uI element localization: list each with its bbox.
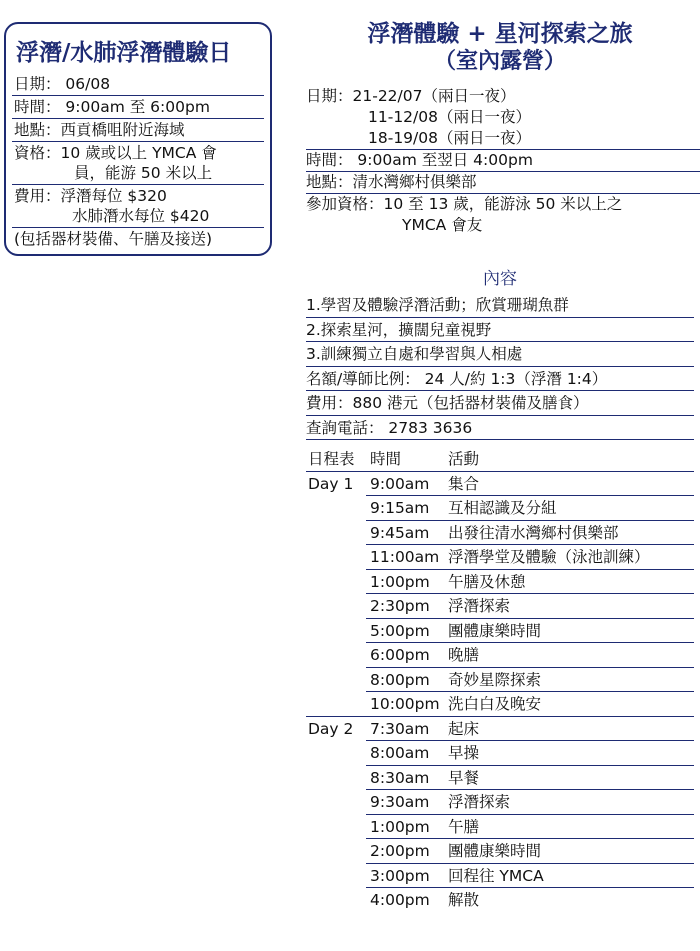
schedule-row [306, 692, 694, 717]
content-list [306, 293, 694, 440]
schedule-time: 9:45am [370, 523, 430, 542]
schedule-time: 5:00pm [370, 621, 430, 640]
left-row-time: 時間： 9:00am 至 6:00pm [12, 96, 264, 119]
content-item: 費用：880 港元（包括器材裝備及膳食） [306, 391, 694, 416]
schedule-activity: 浮潛探索 [448, 597, 511, 615]
schedule-time: 2:30pm [370, 597, 430, 615]
schedule-row [306, 545, 694, 570]
schedule-row [306, 496, 694, 521]
schedule-activity: 解散 [448, 891, 480, 909]
camp-subtitle: （室內露營） [433, 49, 566, 74]
schedule-header [306, 447, 694, 472]
schedule-row [306, 521, 694, 546]
schedule-header-activity: 活動 [448, 450, 480, 468]
schedule-activity: 回程往 YMCA [448, 866, 544, 885]
schedule-activity: 團體康樂時間 [448, 621, 542, 640]
camp-title: 浮潛體驗 + 星河探索之旅 [367, 21, 633, 47]
schedule-time: 3:00pm [370, 866, 430, 885]
schedule-activity: 洗白白及晚安 [448, 695, 542, 713]
camp-place-line: 地點：清水灣鄉村俱樂部 [306, 172, 700, 194]
schedule-time: 1:00pm [370, 817, 430, 836]
schedule-row [306, 717, 694, 742]
schedule-time: 8:00am [370, 744, 430, 762]
content-item: 名額/導師比例： 24 人/約 1:3（浮潛 1:4） [306, 367, 694, 392]
schedule-row [306, 643, 694, 668]
schedule-row [306, 594, 694, 619]
camp-date-line: 日期：21-22/07（兩日一夜） [306, 87, 516, 105]
schedule-activity: 浮潛學堂及體驗（泳池訓練） [448, 548, 650, 566]
left-row-place: 地點：西貢橋咀附近海域 [12, 119, 264, 142]
schedule-time: 9:15am [370, 499, 430, 517]
schedule-row [306, 790, 694, 815]
camp-time-line: 時間： 9:00am 至翌日 4:00pm [306, 150, 700, 172]
schedule-activity: 團體康樂時間 [448, 842, 542, 860]
schedule-row [306, 766, 694, 791]
schedule-row [306, 472, 694, 497]
schedule-time: 2:00pm [370, 842, 430, 860]
schedule-activity: 浮潛探索 [448, 793, 511, 811]
schedule-activity: 互相認識及分組 [448, 499, 557, 517]
schedule-time: 9:30am [370, 793, 430, 811]
schedule-activity: 出發往清水灣鄉村俱樂部 [448, 523, 619, 542]
content-item: 3.訓練獨立自處和學習與人相處 [306, 342, 694, 367]
schedule-time: 4:00pm [370, 891, 430, 909]
schedule-table [306, 447, 694, 913]
schedule-row [306, 888, 694, 913]
left-row-eligibility: 資格：10 歲或以上 YMCA 會 員，能游 50 米以上 [12, 142, 264, 185]
camp-date-line: 11-12/08（兩日一夜） [368, 108, 531, 126]
camp-requirement-line: YMCA 會友 [402, 216, 483, 234]
schedule-header-time: 時間 [370, 450, 402, 468]
schedule-activity: 早餐 [448, 768, 480, 787]
schedule-activity: 午膳 [448, 817, 480, 836]
schedule-time: 6:00pm [370, 646, 430, 664]
schedule-rows [306, 472, 694, 913]
left-row-includes: (包括器材裝備、午膳及接送) [14, 230, 213, 248]
camp-date-line: 18-19/08（兩日一夜） [306, 128, 700, 150]
schedule-row [306, 570, 694, 595]
content-item: 2.探索星河，擴闊兒童視野 [306, 318, 694, 343]
schedule-row [306, 668, 694, 693]
content-item: 查詢電話： 2783 3636 [306, 416, 694, 441]
schedule-time: 11:00am [370, 548, 440, 566]
schedule-activity: 午膳及休憩 [448, 572, 526, 591]
schedule-time: 10:00pm [370, 695, 440, 713]
left-row-fee: 費用：浮潛每位 $320 水肺潛水每位 $420 [12, 185, 264, 228]
schedule-time: 1:00pm [370, 572, 430, 591]
schedule-row [306, 839, 694, 864]
schedule-activity: 集合 [448, 474, 480, 493]
schedule-row [306, 815, 694, 840]
camp-info [306, 86, 700, 236]
schedule-activity: 奇妙星際探索 [448, 670, 542, 689]
snorkel-day-title: 浮潛/水肺浮潛體驗日 [16, 40, 232, 66]
schedule-time: 9:00am [370, 474, 430, 493]
schedule-activity: 早操 [448, 744, 480, 762]
schedule-time: 8:00pm [370, 670, 430, 689]
camp-requirement-line: 參加資格：10 至 13 歲，能游泳 50 米以上之 [306, 195, 623, 213]
schedule-activity: 晚膳 [448, 646, 480, 664]
snorkel-day-box [4, 22, 272, 256]
content-heading: 內容 [483, 269, 517, 289]
left-row-date: 日期： 06/08 [12, 73, 264, 96]
schedule-header-day: 日程表 [308, 450, 355, 468]
schedule-activity: 起床 [448, 719, 480, 738]
content-item: 1.學習及體驗浮潛活動；欣賞珊瑚魚群 [306, 293, 694, 318]
schedule-time: 7:30am [370, 719, 430, 738]
schedule-row [306, 741, 694, 766]
schedule-row [306, 619, 694, 644]
schedule-time: 8:30am [370, 768, 430, 787]
schedule-day: Day 2 [308, 719, 354, 738]
schedule-row [306, 864, 694, 889]
schedule-day: Day 1 [308, 474, 354, 493]
